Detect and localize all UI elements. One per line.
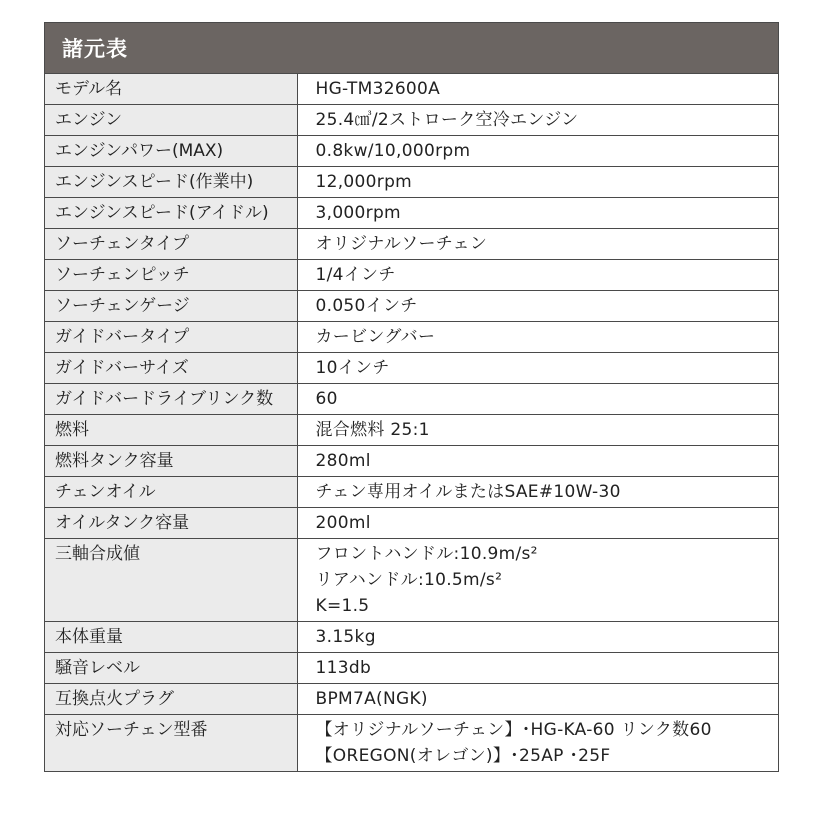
spec-value-line: カービングバー xyxy=(315,327,436,347)
spec-label: ガイドバーサイズ xyxy=(45,353,297,384)
spec-value xyxy=(297,715,778,772)
spec-row xyxy=(45,539,778,622)
spec-row xyxy=(45,260,778,291)
spec-sheet xyxy=(44,22,779,772)
spec-label: エンジンスピード(作業中) xyxy=(45,167,297,198)
spec-value xyxy=(297,508,778,539)
spec-row xyxy=(45,198,778,229)
spec-value xyxy=(297,539,778,622)
spec-row xyxy=(45,136,778,167)
spec-row xyxy=(45,622,778,653)
spec-value-line: 280ml xyxy=(315,451,371,471)
spec-value-line: 12,000rpm xyxy=(315,172,413,192)
spec-value xyxy=(297,105,778,136)
spec-value xyxy=(297,684,778,715)
spec-value xyxy=(297,477,778,508)
spec-label: ガイドバータイプ xyxy=(45,322,297,353)
spec-row xyxy=(45,353,778,384)
spec-value-line: 3,000rpm xyxy=(315,203,401,223)
spec-row xyxy=(45,229,778,260)
spec-title: 諸元表 xyxy=(45,23,778,74)
spec-value-line: 【オリジナルソーチェン】･HG-KA-60 リンク数60 xyxy=(315,720,712,740)
spec-value-line: 混合燃料 25:1 xyxy=(315,420,430,440)
spec-value-line: チェン専用オイルまたはSAE#10W-30 xyxy=(315,482,621,502)
spec-row xyxy=(45,446,778,477)
spec-label: ソーチェンタイプ xyxy=(45,229,297,260)
spec-label: 三軸合成値 xyxy=(45,539,297,622)
spec-row xyxy=(45,508,778,539)
spec-label: 燃料タンク容量 xyxy=(45,446,297,477)
spec-value xyxy=(297,384,778,415)
spec-value xyxy=(297,198,778,229)
spec-value xyxy=(297,260,778,291)
spec-label: 対応ソーチェン型番 xyxy=(45,715,297,772)
spec-value xyxy=(297,322,778,353)
spec-value-line: 60 xyxy=(315,389,338,409)
spec-value xyxy=(297,446,778,477)
spec-value-line: 3.15kg xyxy=(315,627,376,647)
spec-label: エンジン xyxy=(45,105,297,136)
spec-label: ガイドバードライブリンク数 xyxy=(45,384,297,415)
spec-label: モデル名 xyxy=(45,74,297,105)
spec-value-line: 200ml xyxy=(315,513,371,533)
spec-row xyxy=(45,653,778,684)
spec-row xyxy=(45,322,778,353)
spec-row xyxy=(45,167,778,198)
spec-label: 騒音レベル xyxy=(45,653,297,684)
spec-row xyxy=(45,415,778,446)
spec-label: 燃料 xyxy=(45,415,297,446)
spec-label: 互換点火プラグ xyxy=(45,684,297,715)
spec-value-line: 113db xyxy=(315,658,372,678)
spec-value-line: 0.050インチ xyxy=(315,296,418,316)
spec-label: エンジンパワー(MAX) xyxy=(45,136,297,167)
spec-label: チェンオイル xyxy=(45,477,297,508)
spec-row xyxy=(45,105,778,136)
spec-value xyxy=(297,415,778,446)
spec-value xyxy=(297,136,778,167)
spec-value xyxy=(297,653,778,684)
spec-value-line: フロントハンドル:10.9m/s² xyxy=(315,544,538,564)
spec-value-line: オリジナルソーチェン xyxy=(315,234,488,254)
spec-label: オイルタンク容量 xyxy=(45,508,297,539)
spec-value xyxy=(297,291,778,322)
spec-value xyxy=(297,167,778,198)
spec-row xyxy=(45,291,778,322)
spec-row xyxy=(45,477,778,508)
spec-value-line: 10インチ xyxy=(315,358,390,378)
spec-value-line: HG-TM32600A xyxy=(315,79,441,99)
spec-label: 本体重量 xyxy=(45,622,297,653)
spec-value-line: 25.4㎤/2ストローク空冷エンジン xyxy=(315,110,579,130)
spec-value-line: BPM7A(NGK) xyxy=(315,689,428,709)
spec-label: エンジンスピード(アイドル) xyxy=(45,198,297,229)
spec-row xyxy=(45,684,778,715)
spec-row xyxy=(45,74,778,105)
spec-label: ソーチェンピッチ xyxy=(45,260,297,291)
spec-value xyxy=(297,622,778,653)
spec-value-line: 0.8kw/10,000rpm xyxy=(315,141,471,161)
spec-label: ソーチェンゲージ xyxy=(45,291,297,322)
spec-table xyxy=(45,74,778,771)
spec-value-line: K=1.5 xyxy=(315,596,370,616)
spec-value-line: リアハンドル:10.5m/s² xyxy=(315,570,503,590)
spec-value-line: 【OREGON(オレゴン)】･25AP ･25F xyxy=(315,746,611,766)
spec-value-line: 1/4インチ xyxy=(315,265,396,285)
spec-row xyxy=(45,715,778,772)
spec-value xyxy=(297,229,778,260)
spec-row xyxy=(45,384,778,415)
spec-value xyxy=(297,74,778,105)
spec-value xyxy=(297,353,778,384)
